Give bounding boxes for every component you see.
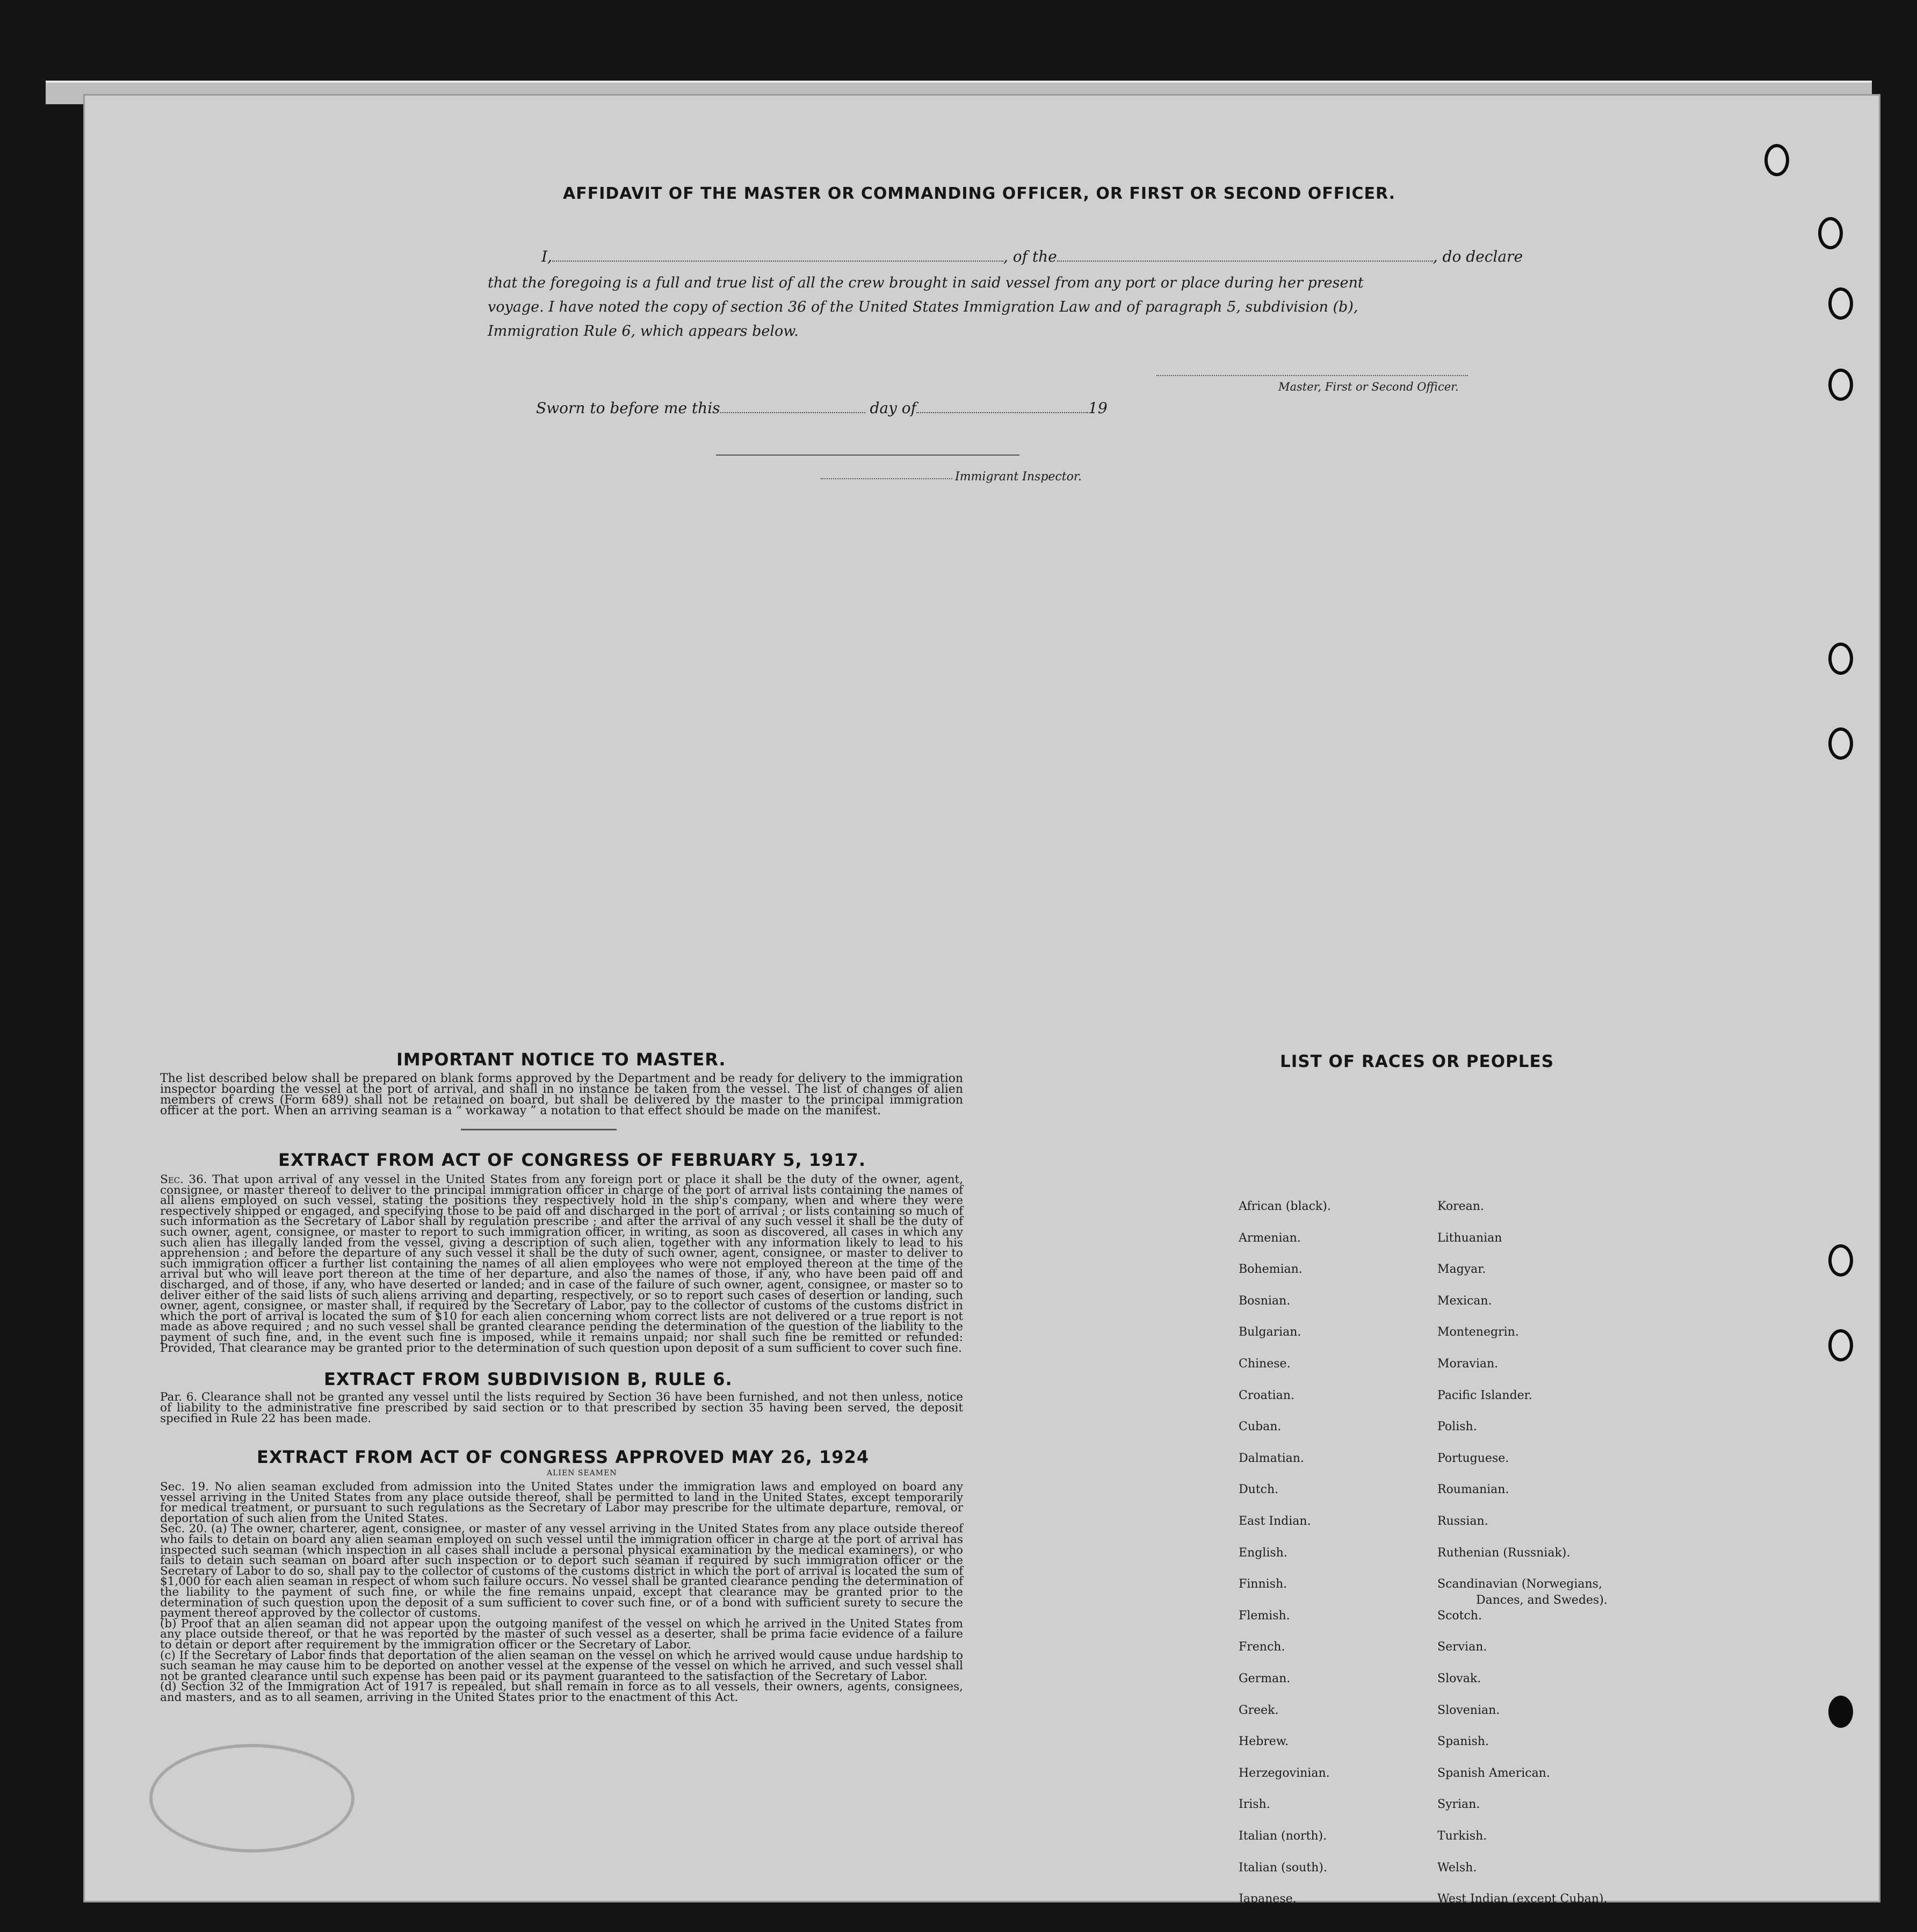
bleed-through-heading (676, 117, 689, 143)
inspector-line[interactable] (716, 455, 1019, 456)
sec-19-text: Sec. 19. No alien seaman excluded from admission into the United States under the immigration laws and employed on board any vessel arriving in the United States from any place outside thereof, shall be permitted to land in the United States, except temporarily for medical treatment, or pursuant to such regulations as the Secretary of Labor may prescribe for the ultimate departure, removal, or deportation of such alien from the United States. (160, 1480, 963, 1525)
race-item-right: Magyar. (1437, 1263, 1486, 1277)
race-item-right: Roumanian. (1437, 1483, 1509, 1497)
affidavit-line-2: that the foregoing is a full and true list of all the crew brought in said vessel from any port or place during her present (488, 275, 1364, 291)
signature-line[interactable] (1156, 375, 1468, 376)
sworn-prefix: Sworn to before me this (536, 399, 720, 417)
race-item-left: Finnish. (1239, 1577, 1287, 1591)
race-item-left: Armenian. (1239, 1231, 1301, 1245)
affidavit-declare: , do declare (1433, 248, 1523, 265)
binder-hole-icon (1828, 1696, 1853, 1728)
affidavit-line-1 (541, 248, 1616, 265)
race-item-right: Ruthenian (Russniak). (1437, 1546, 1571, 1560)
binder-hole-icon (1828, 1329, 1853, 1361)
race-item-left: Bohemian. (1239, 1263, 1303, 1277)
name-blank[interactable] (552, 261, 1003, 262)
race-item-right: Russian. (1437, 1515, 1488, 1528)
alien-seamen-subtitle: ALIEN SEAMEN (547, 1469, 617, 1477)
sec-36-text: That upon arrival of any vessel in the United States from any foreign port or place it shall be the duty of the owner, agent, consignee, or master thereof to deliver to the principal immigration officer in charge of the port of arrival lists containing the names of all aliens employed on such vessel, stating the positions they respectively hold in the ship's company, when and where they were respectively shipped or engaged, and specifying those to be paid off and discharged in the port of arrival ; or lists containing so much of such information as the Secretary of Labor shall by regulation prescribe ; and after the arrival of any such vessel it shall be the duty of such owner, agent, consignee, or master to report to such immigration officer, in writing, as soon as discovered, all cases in which any such alien has illegally landed from the vessel, giving a description of such alien, together with any information likely to lead to his apprehension ; and before the departure of any such vessel it shall be the duty of such owner, agent, consignee, or master to deliver to such immigration officer a further list containing the names of all alien employees who were not employed thereon at the time of the arrival but who will leave port thereon at the time of her departure, and also the names of those, if any, who have been paid off and discharged, and of those, if any, who have deserted or landed; and in case of the failure of such owner, agent, consignee, or master so to deliver either of the said lists of such aliens arriving and departing, respectively, or so to report such cases of desertion or landing, such owner, agent, consignee, or master shall, if required by the Secretary of Labor, pay to the collector of customs of the customs district in which the port of arrival is located the sum of $10 for each alien concerning whom correct lists are not delivered or a true report is not made as above required ; and no such vessel shall be granted clearance pending the determination of the question of the liability to the payment of such fine, and, in the event such fine is imposed, while it remains unpaid; nor shall such fine be remitted or refunded: Provided, That clearance may be granted prior to the determination of such question upon deposit of a sum sufficient to cover such fine. (160, 1173, 963, 1355)
race-item-right: Portuguese. (1437, 1451, 1509, 1465)
race-item-left: Flemish. (1239, 1609, 1290, 1623)
race-item-right: Polish. (1437, 1420, 1477, 1434)
binder-hole-icon (1828, 287, 1853, 320)
month-blank[interactable] (916, 412, 1088, 413)
sec-36-label: Sec. 36. (160, 1173, 207, 1186)
affidavit-title: AFFIDAVIT OF THE MASTER OR COMMANDING OFFICER, OR FIRST OR SECOND OFFICER. (563, 184, 1396, 203)
race-item-right: Spanish American. (1437, 1766, 1550, 1780)
race-item-left: Japanese. (1239, 1892, 1297, 1906)
binder-hole-icon (1818, 217, 1843, 249)
sworn-line (536, 399, 1108, 417)
race-item-right: Slovak. (1437, 1672, 1481, 1685)
race-item-left: Dutch. (1239, 1483, 1279, 1497)
race-item-left: African (black). (1239, 1200, 1331, 1213)
sec-20d-text: (d) Section 32 of the Immigration Act of 1917 is repealed, but shall remain in force as to all vessels, their owners, agents, consignees, and masters, and as to all seamen, arriving in the United States prior to the enactment of this Act. (160, 1680, 963, 1704)
race-item-left: Croatian. (1239, 1388, 1294, 1402)
race-item-left: Irish. (1239, 1798, 1270, 1812)
notice-body: The list described below shall be prepared on blank forms approved by the Department and be ready for delivery to the immigration inspector boarding the vessel at the port of arrival, and shall in no instance be taken from the vessel. The list of changes of alien members of crews (Form 689) shall not be retained on board, but shall be delivered by the master to the principal immigration officer at the port. When an arriving seaman is a “ workaway ” a notation to that effect should be made on the manifest. (160, 1072, 963, 1118)
extract-1917-title: EXTRACT FROM ACT OF CONGRESS OF FEBRUARY 5, 1917. (278, 1150, 866, 1170)
binder-hole-icon (1828, 369, 1853, 401)
race-item-left: English. (1239, 1546, 1287, 1560)
sec-20b-text: (b) Proof that an alien seaman did not appear upon the outgoing manifest of the vessel on which he arrived in the United States from any place outside thereof, or that he was reported by the master of such vessel as a deserter, shall be prima facie evidence of a failure to detain or deport after requirement by the immigration officer or the Secretary of Labor. (160, 1617, 963, 1652)
sec-20a-text: Sec. 20. (a) The owner, charterer, agent, consignee, or master of any vessel arriving in the United States from any place outside thereof who fails to detain on board any alien seaman employed on such vessel until the immigration officer in charge at the port of arrival has inspected such seaman (which inspection in all cases shall include a personal physical examination by the medical examiners), or who fails to detain such seaman on board after such inspection or to deport such seaman if required by such immigration officer or the Secretary of Labor to do so, shall pay to the collector of customs of the customs district in which the port of arrival is located the sum of $1,000 for each alien seaman in respect of whom such failure occurs. No vessel shall be granted clearance pending the determination of the liability to the payment of such fine, or while the fine remains unpaid, except that clearance may be granted prior to the determination of such question upon the deposit of a sum sufficient to cover such fine, or of a bond with sufficient surety to secure the payment thereof approved by the collector of customs. (160, 1522, 963, 1620)
race-item-right: Pacific Islander. (1437, 1388, 1532, 1402)
race-item-right: Scotch. (1437, 1609, 1482, 1623)
inspector-label: Immigrant Inspector. (955, 470, 1082, 484)
binder-hole-icon (1828, 727, 1853, 760)
affidavit-line-3: voyage. I have noted the copy of section 36 of the United States Immigration Law and of paragraph 5, subdivision (b), (488, 299, 1358, 315)
race-item-right: Montenegrin. (1437, 1325, 1519, 1339)
race-item-left: Cuban. (1239, 1420, 1282, 1434)
race-item-right: Spanish. (1437, 1735, 1489, 1749)
extract-1924-body (160, 1482, 963, 1703)
vessel-blank[interactable] (1057, 261, 1433, 262)
race-item-left: French. (1239, 1640, 1285, 1654)
binder-hole-icon (1764, 144, 1789, 176)
race-item-right: West Indian (except Cuban). (1437, 1892, 1608, 1906)
affidavit-line-4: Immigration Rule 6, which appears below. (488, 323, 799, 340)
race-item-right: Scandinavian (Norwegians, (1437, 1577, 1602, 1591)
race-item-left: Italian (south). (1239, 1861, 1327, 1875)
binder-hole-icon (1828, 1244, 1853, 1277)
signature-label: Master, First or Second Officer. (1278, 380, 1459, 393)
race-item-right: Moravian. (1437, 1357, 1499, 1371)
race-item-right: Servian. (1437, 1640, 1487, 1654)
race-item-left: Hebrew. (1239, 1735, 1289, 1749)
race-item-left: Chinese. (1239, 1357, 1291, 1371)
affidavit-i: I, (541, 248, 552, 265)
race-item-left: Dalmatian. (1239, 1451, 1304, 1465)
extract-1917-body (160, 1174, 963, 1353)
race-item-right: Dances, and Swedes). (1476, 1594, 1608, 1607)
race-item-right: Welsh. (1437, 1861, 1477, 1875)
race-item-left: Greek. (1239, 1703, 1279, 1717)
sworn-year: 19 (1088, 399, 1108, 417)
race-item-right: Mexican. (1437, 1294, 1492, 1308)
race-item-right: Turkish. (1437, 1829, 1487, 1843)
race-item-right: Korean. (1437, 1200, 1484, 1213)
binder-hole-icon (1828, 643, 1853, 675)
affidavit-of-the: , of the (1003, 248, 1057, 265)
race-item-left: German. (1239, 1672, 1291, 1685)
subdiv-b-body: Par. 6. Clearance shall not be granted any vessel until the lists required by Section 36 have been furnished, and not then unless, notice of liability to the administrative fine prescribed by said section or to that prescribed by section 35 having been served, the deposit specified in Rule 22 has been made. (160, 1390, 963, 1425)
race-item-right: Lithuanian (1437, 1231, 1502, 1245)
notice-divider (461, 1129, 617, 1130)
race-item-right: Slovenian. (1437, 1703, 1500, 1717)
races-title: LIST OF RACES OR PEOPLES (1280, 1052, 1554, 1071)
sec-20c-text: (c) If the Secretary of Labor finds that deportation of the alien seaman on the vessel on which he arrived would cause undue hardship to such seaman he may cause him to be deported on another vessel at the expense of the vessel on which he arrived, and such vessel shall not be granted clearance until such expense has been paid or its payment guaranteed to the satisfaction of the Secretary of Labor. (160, 1648, 963, 1683)
race-item-left: Bulgarian. (1239, 1325, 1301, 1339)
sworn-day-of: day of (870, 399, 917, 417)
day-blank[interactable] (720, 412, 865, 413)
manifest-page (85, 96, 1879, 1906)
race-item-left: East Indian. (1239, 1515, 1311, 1528)
race-item-left: Herzegovinian. (1239, 1766, 1330, 1780)
race-item-left: Bosnian. (1239, 1294, 1291, 1308)
inspector-dotted-line[interactable] (821, 478, 952, 479)
subdiv-b-title: EXTRACT FROM SUBDIVISION B, RULE 6. (324, 1369, 733, 1389)
faded-stamp (149, 1744, 355, 1852)
race-item-left: Italian (north). (1239, 1829, 1327, 1843)
extract-1924-title: EXTRACT FROM ACT OF CONGRESS APPROVED MAY 26, 1924 (257, 1447, 870, 1467)
race-item-right: Syrian. (1437, 1798, 1480, 1812)
notice-title: IMPORTANT NOTICE TO MASTER. (396, 1049, 726, 1070)
